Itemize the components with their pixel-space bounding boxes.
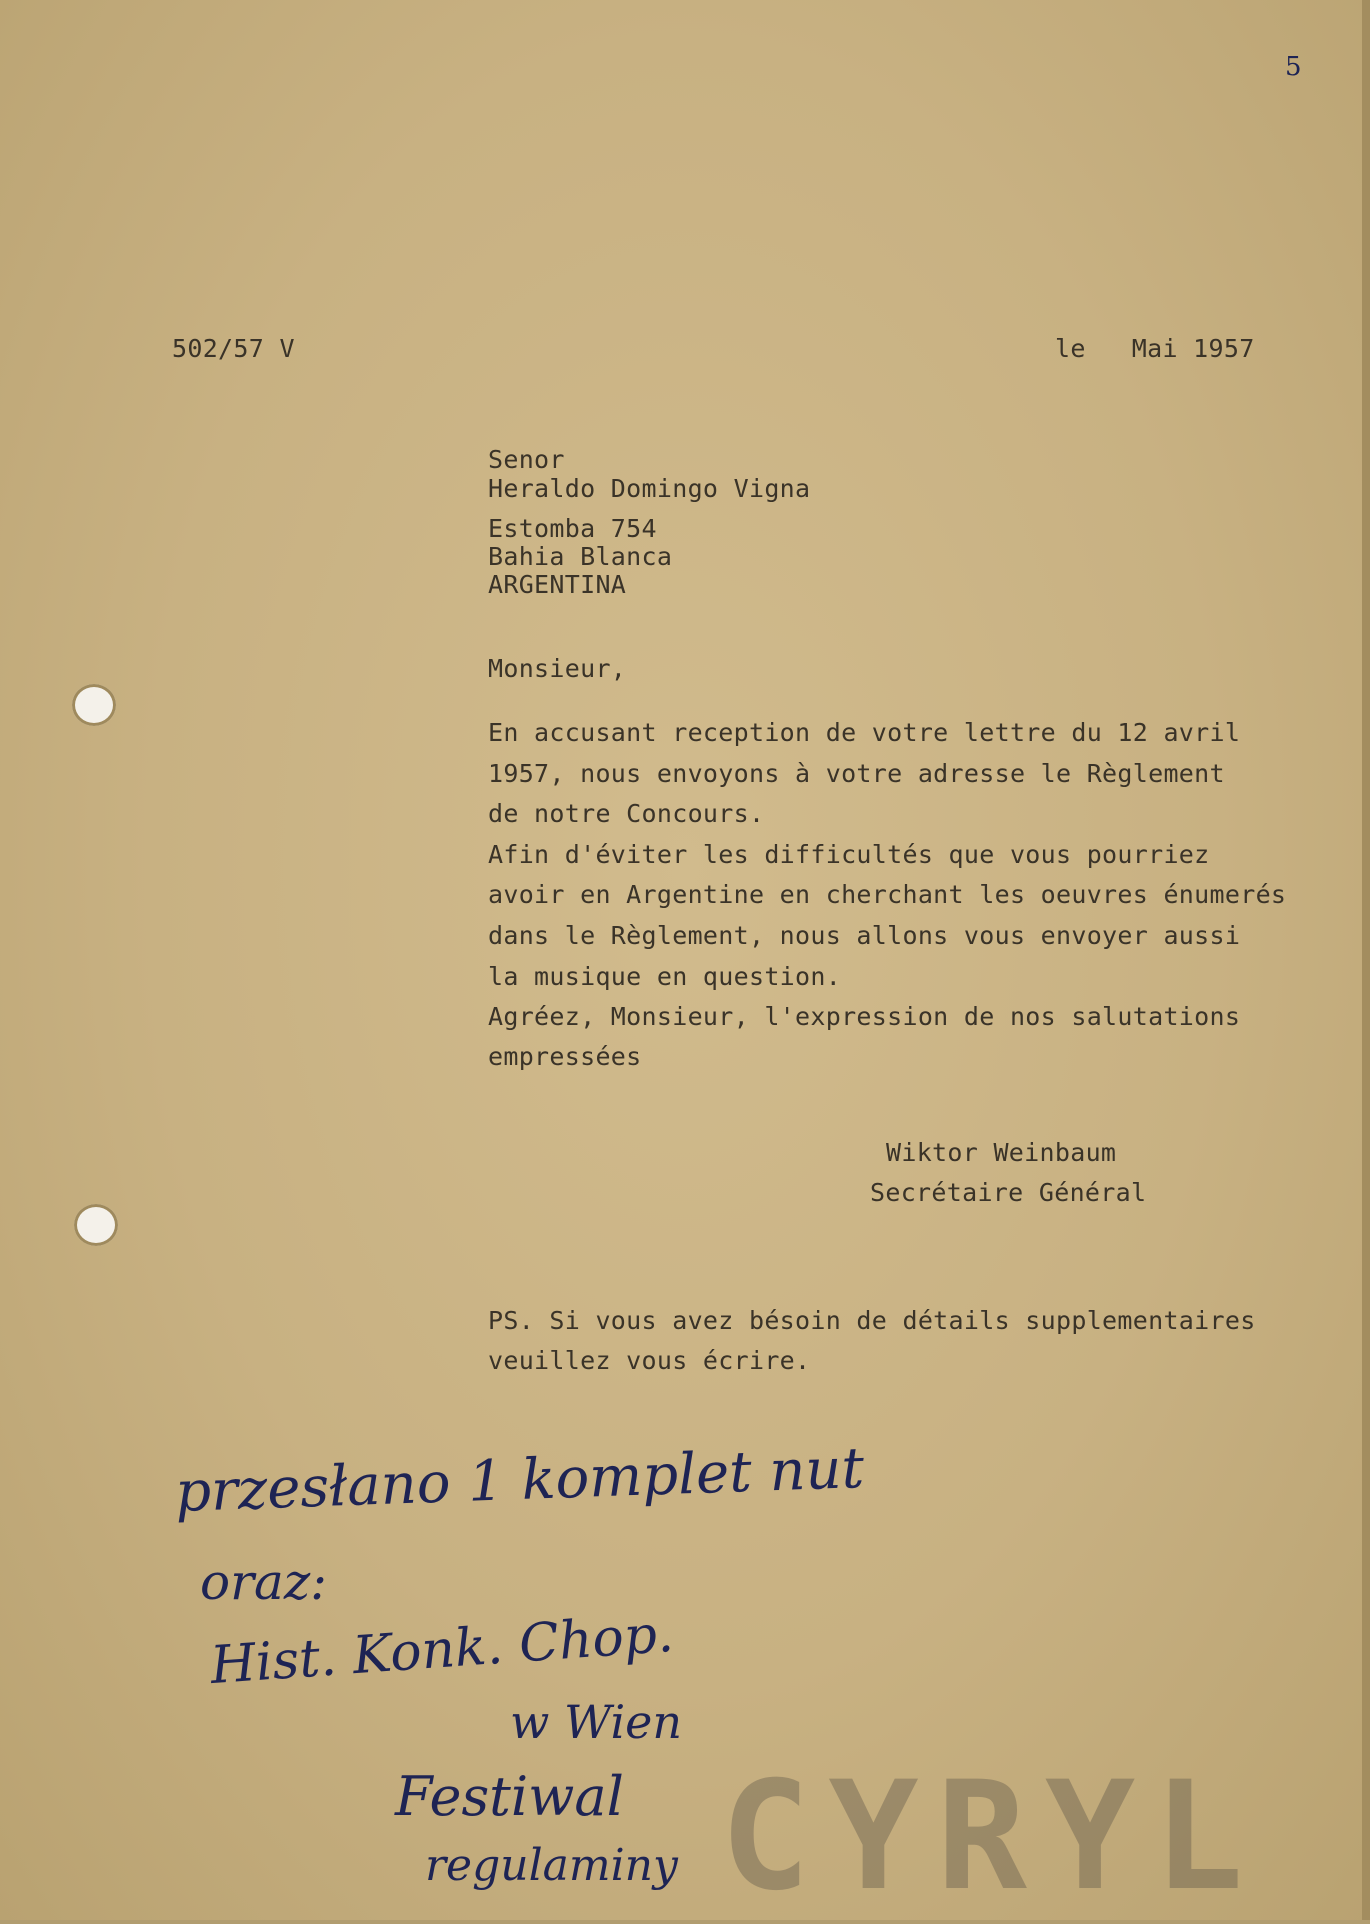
signatory-name: Wiktor Weinbaum [886, 1138, 1117, 1167]
page-edge [1362, 0, 1370, 1920]
body-line: empressées [488, 1042, 642, 1071]
body-line: Afin d'éviter les difficultés que vous pourriez [488, 840, 1210, 869]
handwritten-line: w Wien [510, 1695, 683, 1749]
postscript-line: veuillez vous écrire. [488, 1346, 811, 1375]
cyryl-watermark: CYRYL [720, 1750, 1262, 1924]
signatory-title: Secrétaire Général [870, 1178, 1147, 1207]
body-line: dans le Règlement, nous allons vous envoyer aussi [488, 921, 1241, 950]
punch-hole-top [72, 684, 116, 726]
recipient-country: ARGENTINA [488, 570, 627, 599]
recipient-city: Bahia Blanca [488, 542, 673, 571]
punch-hole-bottom [74, 1204, 118, 1246]
greeting: Monsieur, [488, 654, 627, 683]
postscript-line: PS. Si vous avez bésoin de détails supplementaires [488, 1306, 1256, 1335]
handwritten-line: Hist. Konk. Chop. [208, 1603, 676, 1697]
body-line: de notre Concours. [488, 799, 765, 828]
reference-number: 502/57 V [172, 334, 295, 363]
recipient-name: Heraldo Domingo Vigna [488, 474, 811, 503]
handwritten-line: oraz: [200, 1553, 328, 1611]
body-line: Agréez, Monsieur, l'expression de nos salutations [488, 1002, 1241, 1031]
body-line: avoir en Argentine en cherchant les oeuvres énumerés [488, 880, 1287, 909]
recipient-salutation: Senor [488, 445, 565, 474]
letter-date: le Mai 1957 [1055, 334, 1255, 363]
handwritten-line: przesłano 1 komplet nut [174, 1435, 866, 1526]
page-number: 5 [1285, 52, 1302, 82]
handwritten-line: regulaminy [425, 1840, 678, 1891]
handwritten-line: Festiwal [395, 1765, 624, 1828]
body-line: 1957, nous envoyons à votre adresse le Règlement [488, 759, 1225, 788]
body-line: la musique en question. [488, 962, 842, 991]
recipient-street: Estomba 754 [488, 514, 657, 543]
body-line: En accusant reception de votre lettre du 12 avril [488, 718, 1241, 747]
